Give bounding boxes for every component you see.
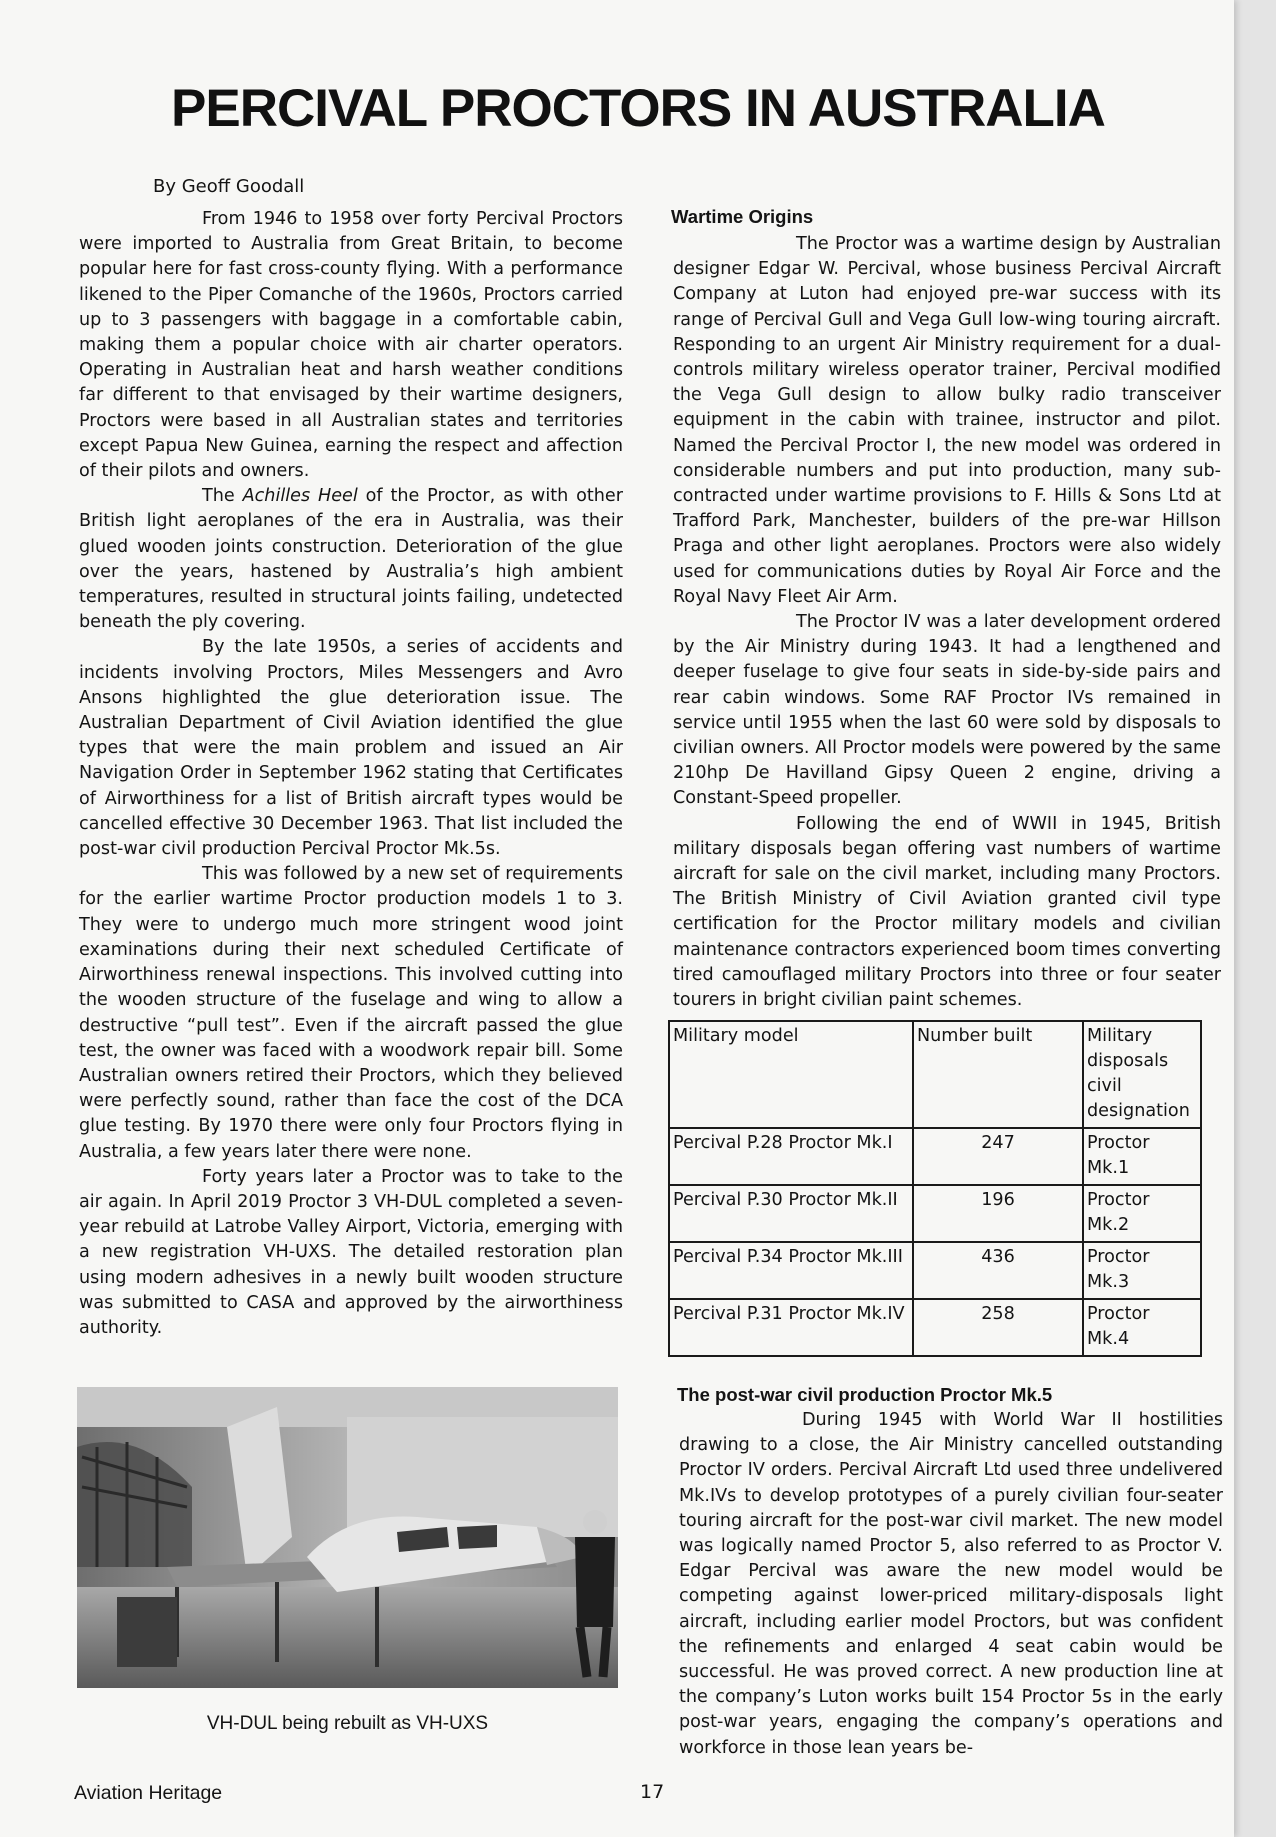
table-cell-civil: Proctor Mk.4 xyxy=(1083,1299,1201,1356)
paragraph: From 1946 to 1958 over forty Percival Proctors were imported to Australia from Great Britain, to become popular here for fast cross-county flying. With a performance likened to the Piper Comanche of the 1960s, Proctors carried up to 3 passengers with baggage in a comfortable cabin, making them a popular choice with air charter operators. Operating in Australian heat and harsh weather conditions far different to that envisaged by their wartime designers, Proctors were based in all Australian states and territories except Papua New Guinea, earning the respect and affection of their pilots and owners. xyxy=(79,209,623,482)
paragraph: During 1945 with World War II hostilities drawing to a close, the Air Ministry cancelled outstanding Proctor IV orders. Percival Aircraft Ltd used three undelivered Mk.IVs to develop prototypes of a purely civilian four-seater touring aircraft for the post-war civil market. The new model was logically named Proctor 5, also referred to as Proctor V. Edgar Percival was aware the new model would be competing against lower-priced military-disposals light aircraft, including earlier model Proctors, but was confident the refinements and enlarged 4 seat cabin would be successful. He was proved correct. A new production line at the company’s Luton works built 154 Proctor 5s in the early post-war years, engaging the company’s operations and workforce in those lean years be- xyxy=(679,1410,1223,1758)
table-row xyxy=(669,1128,1201,1185)
proctor-models-table xyxy=(668,1020,1202,1357)
table-cell-model: Percival P.30 Proctor Mk.II xyxy=(669,1185,913,1242)
table-cell-model: Percival P.31 Proctor Mk.IV xyxy=(669,1299,913,1356)
table-header: Number built xyxy=(913,1021,1083,1128)
byline: By Geoff Goodall xyxy=(153,176,305,197)
table-cell-built: 436 xyxy=(913,1242,1083,1299)
table-row xyxy=(669,1185,1201,1242)
paragraph: By the late 1950s, a series of accidents and incidents involving Proctors, Miles Messengers and Avro Ansons highlighted the glue deterioration issue. The Australian Department of Civil Aviation identified the glue types that were the main problem and issued an Air Navigation Order in September 1962 stating that Certificates of Airworthiness for a list of British aircraft types would be cancelled effective 30 December 1963. That list included the post-war civil production Percival Proctor Mk.5s. xyxy=(79,637,623,860)
emphasis-achilles-heel: Achilles Heel xyxy=(242,486,358,507)
table-cell-built: 258 xyxy=(913,1299,1083,1356)
paragraph-lead: The xyxy=(202,486,243,507)
paragraph: Following the end of WWII in 1945, British military disposals began offering vast numbers of wartime aircraft for sale on the civil market, including many Proctors. The British Ministry of Civil Aviation granted civil type certification for the Proctor military models and civilian maintenance contractors experienced boom times converting tired camouflaged military Proctors into three or four seater tourers in bright civilian paint schemes. xyxy=(673,813,1221,1011)
right-column-lower xyxy=(679,1408,1223,1761)
paragraph: Forty years later a Proctor was to take to the air again. In April 2019 Proctor 3 VH-DUL completed a seven-year rebuild at Latrobe Valley Airport, Victoria, emerging with a new registration VH-UXS. The detailed restoration plan using modern adhesives in a newly built wooden structure was submitted to CASA and approved by the airworthiness authority. xyxy=(79,1166,623,1338)
table-cell-civil: Proctor Mk.1 xyxy=(1083,1128,1201,1185)
photo-caption: VH-DUL being rebuilt as VH-UXS xyxy=(206,1713,489,1734)
page-number: 17 xyxy=(640,1781,665,1803)
article-title: PERCIVAL PROCTORS IN AUSTRALIA xyxy=(171,79,1105,138)
publication-name: Aviation Heritage xyxy=(74,1782,223,1804)
table-cell-model: Percival P.28 Proctor Mk.I xyxy=(669,1128,913,1185)
paragraph: This was followed by a new set of requirements for the earlier wartime Proctor production models 1 to 3. They were to undergo much more stringent wood joint examinations during their next scheduled Certificate of Airworthiness renewal inspections. This involved cutting into the wooden structure of the fuselage and wing to allow a destructive “pull test”. Even if the aircraft passed the glue test, the owner was faced with a woodwork repair bill. Some Australian owners retired their Proctors, which they believed were perfectly sound, rather than face the cost of the DCA glue testing. By 1970 there were only four Proctors flying in Australia, a few years later there were none. xyxy=(79,864,623,1162)
table-row xyxy=(669,1299,1201,1356)
section-heading-postwar-mk5: The post-war civil production Proctor Mk.5 xyxy=(677,1384,1053,1405)
table-header: Military disposals civil designation xyxy=(1083,1021,1201,1128)
table-cell-built: 196 xyxy=(913,1185,1083,1242)
table-cell-civil: Proctor Mk.2 xyxy=(1083,1185,1201,1242)
section-heading-wartime-origins: Wartime Origins xyxy=(671,206,814,227)
table-cell-civil: Proctor Mk.3 xyxy=(1083,1242,1201,1299)
left-column xyxy=(79,207,623,1341)
paragraph xyxy=(79,484,623,635)
table-row xyxy=(669,1242,1201,1299)
table-cell-built: 247 xyxy=(913,1128,1083,1185)
rebuild-photo xyxy=(77,1387,618,1688)
paragraph-body: of the Proctor, as with other British light aeroplanes of the era in Australia, was their glued wooden joints construction. Deterioration of the glue over the years, hastened by Australia’s high ambient temperatures, resulted in structural joints failing, undetected beneath the ply covering. xyxy=(79,486,623,633)
table-header: Military model xyxy=(669,1021,913,1128)
hangar-photo-illustration xyxy=(77,1387,618,1688)
paragraph: The Proctor IV was a later development ordered by the Air Ministry during 1943. It had a lengthened and deeper fuselage to give four seats in side-by-side pairs and rear cabin windows. Some RAF Proctor IVs remained in service until 1955 when the last 60 were sold by disposals to civilian owners. All Proctor models were powered by the same 210hp De Havilland Gipsy Queen 2 engine, driving a Constant-Speed propeller. xyxy=(673,612,1221,809)
paragraph: The Proctor was a wartime design by Australian designer Edgar W. Percival, whose business Percival Aircraft Company at Luton had enjoyed pre-war success with its range of Percival Gull and Vega Gull low-wing touring aircraft. Responding to an urgent Air Ministry requirement for a dual-controls military wireless operator trainer, Percival modified the Vega Gull design to allow bulky radio transceiver equipment in the cabin with trainee, instructor and pilot. Named the Percival Proctor I, the new model was ordered in considerable numbers and put into production, many sub-contracted under wartime provisions to F. Hills & Sons Ltd at Trafford Park, Manchester, builders of the pre-war Hillson Praga and other light aeroplanes. Proctors were also widely used for communications duties by Royal Air Force and the Royal Navy Fleet Air Arm. xyxy=(673,234,1221,607)
table-cell-model: Percival P.34 Proctor Mk.III xyxy=(669,1242,913,1299)
table-header-row xyxy=(669,1021,1201,1128)
right-column xyxy=(673,232,1221,1013)
